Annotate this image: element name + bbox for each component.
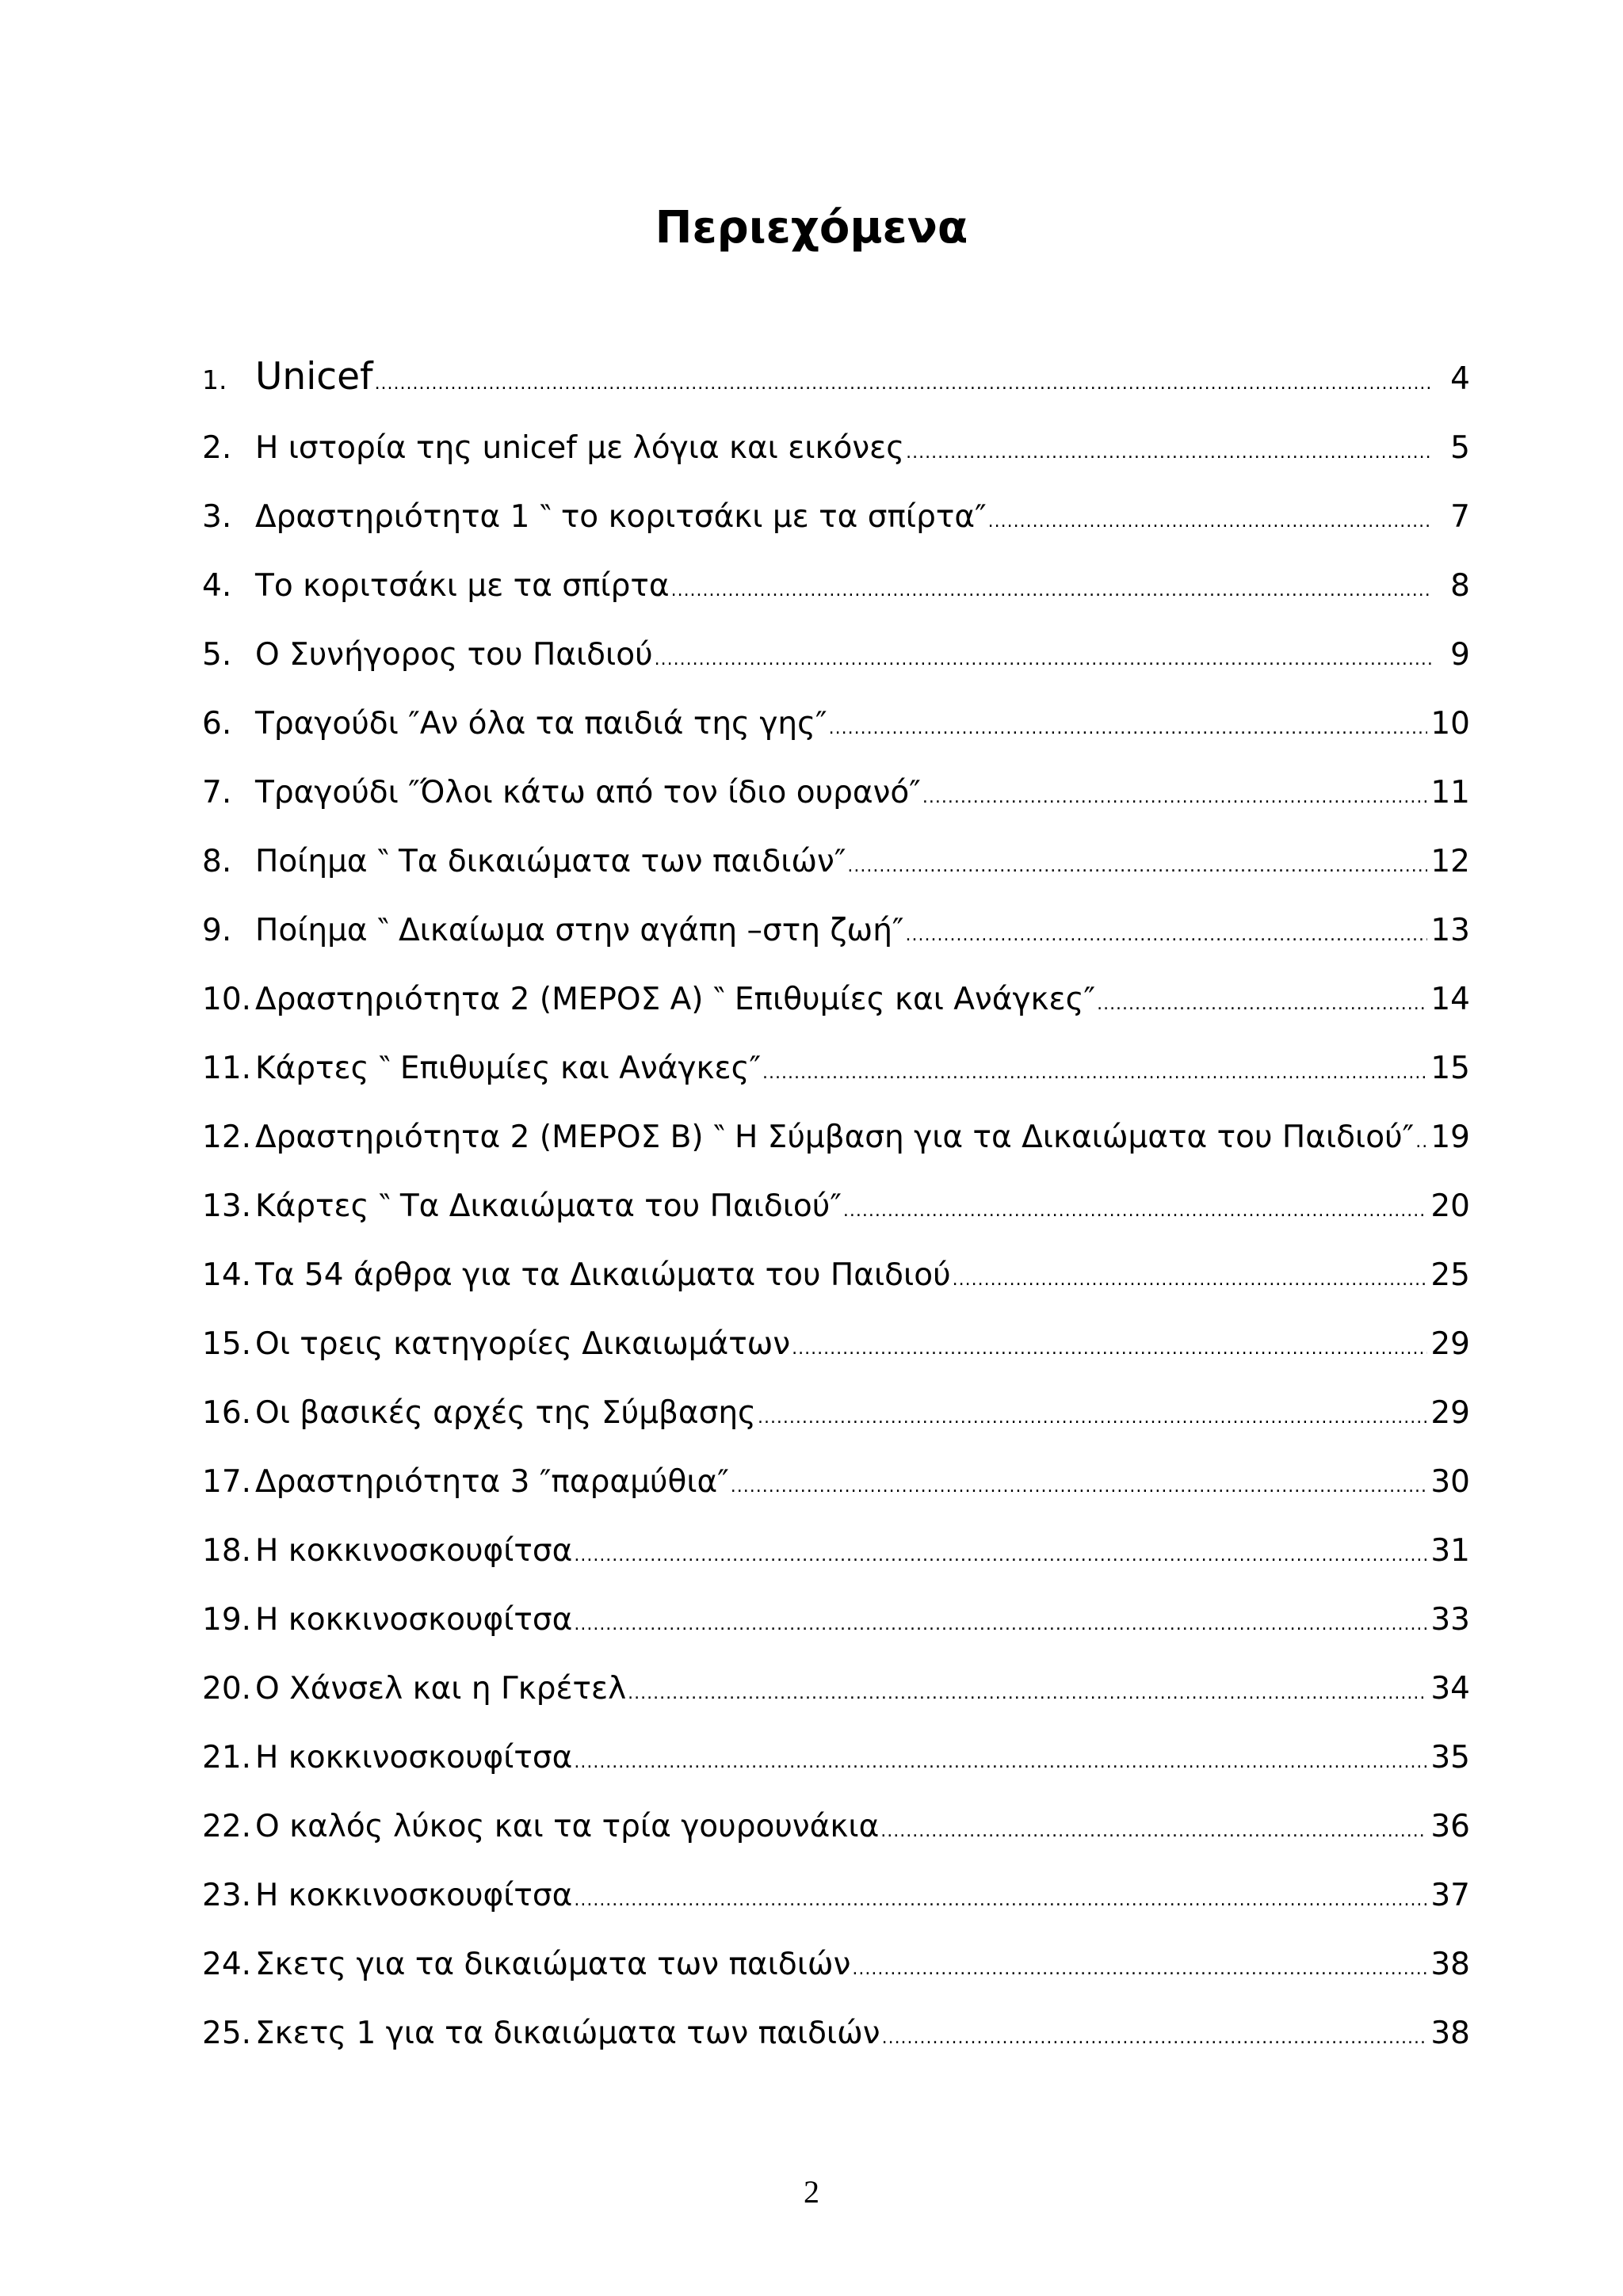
toc-entry — [202, 1172, 1470, 1241]
toc-dot-leader — [574, 1521, 1427, 1590]
toc-entry-number: 23. — [202, 1878, 252, 1913]
toc-entry-page: 14 — [1430, 982, 1470, 1017]
toc-entry-title: Τραγούδι ″Όλοι κάτω από τον ίδιο ουρανό″ — [255, 775, 921, 810]
toc-entry-number: 13. — [202, 1188, 252, 1224]
toc-entry-title: Η κοκκινοσκουφίτσα — [255, 1878, 573, 1913]
toc-entry — [202, 1516, 1470, 1585]
toc-entry-number: 15. — [202, 1326, 252, 1362]
toc-entry-title: Ο Συνήγορος του Παιδιού — [255, 637, 653, 673]
toc-entry-number: 1. — [202, 364, 227, 395]
toc-entry-number: 18. — [202, 1533, 252, 1569]
toc-entry — [202, 1792, 1470, 1861]
toc-entry-page: 38 — [1430, 1947, 1470, 1982]
toc-entry-title: Ο Χάνσελ και η Γκρέτελ — [255, 1671, 627, 1707]
toc-dot-leader — [882, 2004, 1428, 2073]
toc-entry — [202, 1861, 1470, 1930]
toc-entry — [202, 1723, 1470, 1792]
toc-entry-title: Η κοκκινοσκουφίτσα — [255, 1533, 573, 1569]
toc-dot-leader — [852, 1935, 1427, 2004]
toc-entry-title: Οι βασικές αρχές της Σύμβασης — [255, 1395, 756, 1431]
toc-entry — [202, 758, 1470, 827]
toc-dot-leader — [758, 1383, 1427, 1452]
toc-entry-title: Τραγούδι ″Αν όλα τα παιδιά της γης″ — [255, 706, 827, 742]
toc-entry-page: 5 — [1450, 430, 1470, 466]
toc-entry-number: 2. — [202, 430, 232, 466]
toc-dot-leader — [628, 1659, 1427, 1728]
toc-entry-title: Κάρτες ‶ Επιθυμίες και Ανάγκες″ — [255, 1051, 762, 1086]
toc-entry-number: 5. — [202, 637, 232, 673]
toc-entry — [202, 689, 1470, 758]
toc-dot-leader — [792, 1314, 1427, 1383]
toc-entry-page: 12 — [1430, 844, 1470, 879]
toc-entry-title: Δραστηριότητα 2 (ΜΕΡΟΣ Α) ‶ Επιθυμίες και Ανάγκες″ — [255, 982, 1096, 1017]
toc-entry-title: Η ιστορία της unicef με λόγια και εικόνες — [255, 430, 905, 466]
toc-entry-number: 20. — [202, 1671, 252, 1707]
toc-entry-number: 12. — [202, 1119, 252, 1155]
toc-entry-page: 30 — [1430, 1464, 1470, 1500]
toc-entry-page: 35 — [1430, 1740, 1470, 1775]
toc-entry — [202, 1034, 1470, 1103]
toc-entry — [202, 1310, 1470, 1379]
toc-dot-leader — [829, 694, 1428, 763]
toc-entry-page: 36 — [1430, 1809, 1470, 1844]
toc-dot-leader — [906, 901, 1428, 970]
toc-entry-number: 7. — [202, 775, 232, 810]
toc-entry-number: 8. — [202, 844, 232, 879]
toc-entry — [202, 1103, 1470, 1172]
toc-entry-number: 17. — [202, 1464, 252, 1500]
toc-entry — [202, 1379, 1470, 1447]
toc-entry — [202, 620, 1470, 689]
toc-dot-leader — [843, 1177, 1427, 1245]
toc-entry-title: Ο καλός λύκος και τα τρία γουρουνάκια — [255, 1809, 880, 1844]
toc-entry-title: Unicef — [255, 355, 373, 399]
toc-entry-number: 9. — [202, 913, 232, 948]
toc-dot-leader — [1415, 1108, 1427, 1177]
toc-dot-leader — [953, 1245, 1428, 1314]
toc-entry — [202, 414, 1470, 482]
toc-entry-number: 11. — [202, 1051, 252, 1086]
toc-entry-page: 8 — [1450, 568, 1470, 604]
toc-entry-page: 34 — [1430, 1671, 1470, 1707]
toc-entry-number: 4. — [202, 568, 232, 604]
toc-entry-page: 13 — [1430, 913, 1470, 948]
toc-entry-number: 19. — [202, 1602, 252, 1638]
toc-entry-page: 31 — [1430, 1533, 1470, 1569]
toc-entry-title: Κάρτες ‶ Τα Δικαιώματα του Παιδιού″ — [255, 1188, 842, 1224]
toc-entry-number: 16. — [202, 1395, 252, 1431]
toc-entry-page: 37 — [1430, 1878, 1470, 1913]
page-number: 2 — [804, 2174, 819, 2210]
toc-entry-title: Ποίημα ‶ Δικαίωμα στην αγάπη –στη ζωή″ — [255, 913, 904, 948]
toc-dot-leader — [988, 487, 1432, 556]
toc-entry-title: Σκετς 1 για τα δικαιώματα των παιδιών — [255, 2016, 880, 2051]
toc-entry — [202, 1447, 1470, 1516]
toc-entry-page: 19 — [1430, 1119, 1470, 1155]
toc-dot-leader — [880, 1797, 1427, 1866]
toc-entry-page: 9 — [1450, 637, 1470, 673]
toc-entry — [202, 482, 1470, 551]
toc-entry-page: 15 — [1430, 1051, 1470, 1086]
toc-dot-leader — [922, 763, 1428, 832]
toc-entry-page: 29 — [1430, 1326, 1470, 1362]
toc-entry-page: 25 — [1430, 1257, 1470, 1293]
toc-dot-leader — [655, 625, 1432, 694]
toc-entry — [202, 1585, 1470, 1654]
toc-entry-number: 6. — [202, 706, 232, 742]
toc-entry-page: 11 — [1430, 775, 1470, 810]
toc-entry-number: 3. — [202, 499, 232, 535]
toc-dot-leader — [906, 418, 1432, 487]
toc-entry-number: 10. — [202, 982, 252, 1017]
toc-entry-page: 20 — [1430, 1188, 1470, 1224]
toc-entry — [202, 896, 1470, 965]
toc-dot-leader — [375, 348, 1432, 421]
toc-entry-page: 7 — [1450, 499, 1470, 535]
toc-entry-title: Το κοριτσάκι με τα σπίρτα — [255, 568, 670, 604]
toc-entry-number: 14. — [202, 1257, 252, 1293]
page-title: Περιεχόμενα — [655, 202, 968, 254]
toc-entry-number: 21. — [202, 1740, 252, 1775]
toc-entry-title: Οι τρεις κατηγορίες Δικαιωμάτων — [255, 1326, 791, 1362]
toc-entry — [202, 1654, 1470, 1723]
toc-entry-title: Σκετς για τα δικαιώματα των παιδιών — [255, 1947, 851, 1982]
toc-entry — [202, 341, 1470, 414]
toc-entry-title: Τα 54 άρθρα για τα Δικαιώματα του Παιδιού — [255, 1257, 951, 1293]
toc-entry-title: Δραστηριότητα 2 (ΜΕΡΟΣ Β) ‶ Η Σύμβαση για τα Δικαιώματα του Παιδιού″ — [255, 1119, 1415, 1155]
toc-entry — [202, 1999, 1470, 2068]
toc-entry-number: 22. — [202, 1809, 252, 1844]
toc-dot-leader — [847, 832, 1427, 901]
toc-entry-page: 29 — [1430, 1395, 1470, 1431]
toc-entry-title: Η κοκκινοσκουφίτσα — [255, 1602, 573, 1638]
toc-entry-title: Δραστηριότητα 3 ″παραμύθια″ — [255, 1464, 729, 1500]
toc-entry-number: 24. — [202, 1947, 252, 1982]
toc-entry-title: Δραστηριότητα 1 ‶ το κοριτσάκι με τα σπίρτα″ — [255, 499, 987, 535]
toc-entry-page: 10 — [1430, 706, 1470, 742]
toc-dot-leader — [1097, 970, 1427, 1039]
toc-entry — [202, 1930, 1470, 1999]
toc-dot-leader — [762, 1039, 1427, 1108]
toc-entry-title: Η κοκκινοσκουφίτσα — [255, 1740, 573, 1775]
toc-entry-page: 38 — [1430, 2016, 1470, 2051]
toc-entry — [202, 1241, 1470, 1310]
toc-dot-leader — [731, 1452, 1428, 1521]
toc-dot-leader — [574, 1866, 1427, 1935]
toc-dot-leader — [574, 1728, 1427, 1797]
table-of-contents — [202, 341, 1470, 2068]
toc-entry — [202, 965, 1470, 1034]
toc-entry-page: 4 — [1450, 361, 1470, 397]
toc-entry-number: 25. — [202, 2016, 252, 2051]
toc-dot-leader — [574, 1590, 1427, 1659]
toc-entry — [202, 827, 1470, 896]
toc-dot-leader — [671, 556, 1432, 625]
toc-entry — [202, 551, 1470, 620]
toc-entry-title: Ποίημα ‶ Τα δικαιώματα των παιδιών″ — [255, 844, 846, 879]
toc-entry-page: 33 — [1430, 1602, 1470, 1638]
